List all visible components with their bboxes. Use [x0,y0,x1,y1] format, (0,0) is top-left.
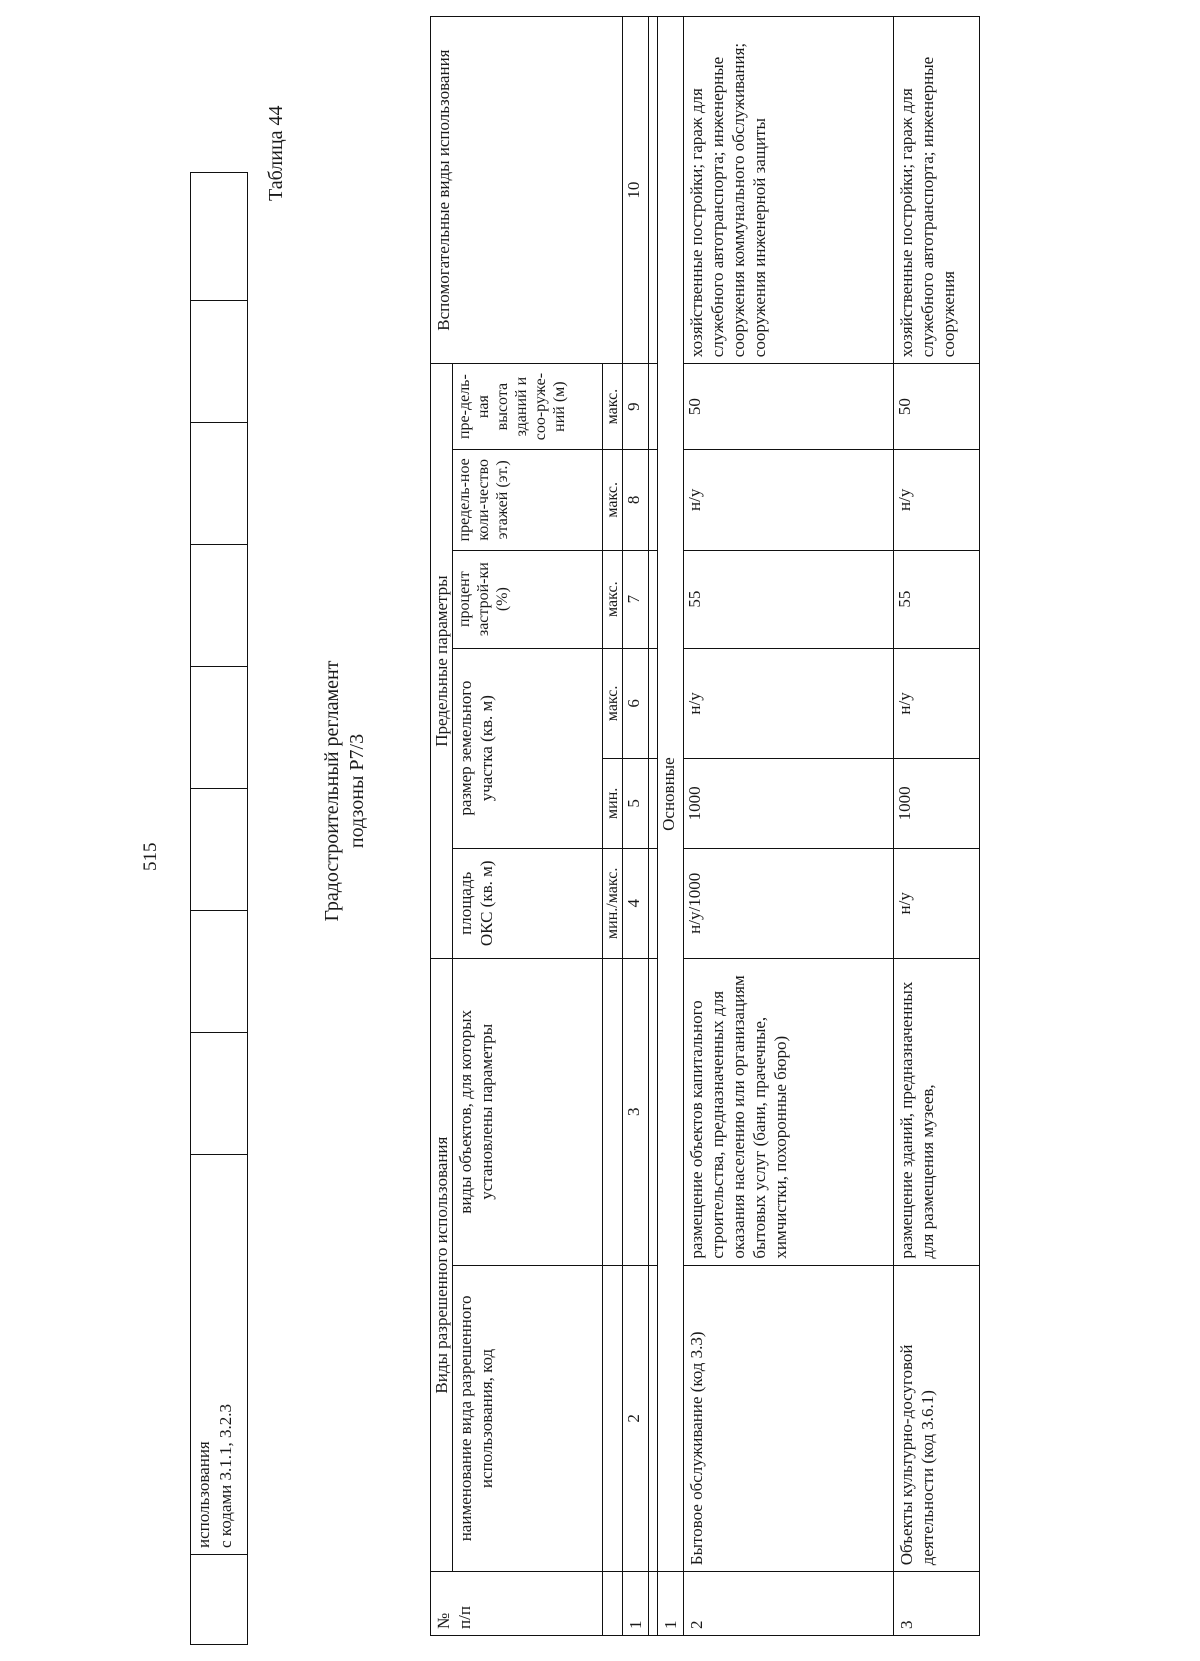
header-sub-min: мин. [603,759,623,849]
col-index: 3 [623,958,649,1265]
section-row [658,17,684,1636]
prev-line-2: с кодами 3.1.1, 3.2.3 [216,1403,235,1548]
col-index: 6 [623,648,649,758]
previous-table-fragment [190,172,248,1645]
spacer-cell [649,450,658,551]
header-sub-max: макс. [603,550,623,648]
row-num: 3 [894,1572,980,1636]
spacer-cell [649,759,658,849]
row-height: 50 [684,364,894,450]
col-index: 5 [623,759,649,849]
spacer-cell [649,958,658,1265]
prev-cell [191,173,248,301]
row-area-oks: н/у/1000 [684,848,894,958]
title-line-2: подзоны Р7/3 [346,733,368,849]
section-num: 1 [658,1572,684,1636]
prev-cell [191,301,248,423]
prev-cell-text [191,1155,248,1555]
col-index: 2 [623,1265,649,1572]
spacer-row [649,17,658,1636]
regulation-table [430,16,980,1636]
header-objects: виды объектов, для которых установлены параметры [453,958,603,1265]
row-aux: хозяйственные постройки; гараж для служебного автотранспорта; инженерные сооружения коммунального обслуживания; сооружения инженерной защиты [684,17,894,364]
prev-cell [191,1033,248,1155]
row-floors: н/у [684,450,894,551]
col-index: 1 [623,1572,649,1636]
row-height: 50 [894,364,980,450]
header-area-oks: площадь ОКС (кв. м) [453,848,603,958]
spacer-cell [649,1572,658,1636]
prev-cell [191,1555,248,1645]
row-build-pct: 55 [894,550,980,648]
previous-table-row [191,173,248,1645]
prev-cell [191,911,248,1033]
row-land-max: н/у [684,648,894,758]
spacer-cell [649,17,658,364]
section-label: Основные [658,17,684,1572]
header-sub-empty [603,1572,623,1636]
header-num [431,1572,603,1636]
col-index: 10 [623,17,649,364]
table-row [894,17,980,1636]
header-group-params: Предельные параметры [431,364,453,959]
header-sub-max: макс. [603,648,623,758]
spacer-cell [649,1265,658,1572]
header-build-pct: процент застрой-ки (%) [453,550,603,648]
header-num-symbol: № [434,1612,453,1629]
header-num-label: п/п [455,1606,474,1629]
row-objects: размещение зданий, предназначенных для размещения музеев, [894,958,980,1265]
spacer-cell [649,848,658,958]
header-sub-max: макс. [603,450,623,551]
row-name: Объекты культурно-досуговой деятельности (код 3.6.1) [894,1265,980,1572]
col-index: 9 [623,364,649,450]
row-area-oks: н/у [894,848,980,958]
prev-line-1: использования [194,1441,213,1548]
header-land-size: размер земельного участка (кв. м) [453,648,603,848]
row-objects: размещение объектов капитального строительства, предназначенных для оказания населению или организациям бытовых услуг (бани, прачечные, химчистки, похоронные бюро) [684,958,894,1265]
header-aux: Вспомогательные виды использования [431,17,623,364]
row-name: Бытовое обслуживание (код 3.3) [684,1265,894,1572]
header-height: пре-дель-ная высота зданий и соо-руже-ний (м) [453,364,603,450]
row-aux: хозяйственные постройки; гараж для служебного автотранспорта; инженерные сооружения [894,17,980,364]
column-index-row [623,17,649,1636]
row-num: 2 [684,1572,894,1636]
header-name: наименование вида разрешенного использования, код [453,1265,603,1572]
row-floors: н/у [894,450,980,551]
spacer-cell [649,550,658,648]
prev-cell [191,423,248,545]
col-index: 8 [623,450,649,551]
header-sub-minmax: мин./макс. [603,848,623,958]
row-land-min: 1000 [684,759,894,849]
col-index: 7 [623,550,649,648]
header-sub-max: макс. [603,364,623,450]
page-number: 515 [140,842,161,871]
header-sub-empty [603,1265,623,1572]
prev-cell [191,545,248,667]
header-sub-empty [603,958,623,1265]
spacer-cell [649,648,658,758]
row-build-pct: 55 [684,550,894,648]
header-row-1 [431,17,453,1636]
prev-cell [191,667,248,789]
header-group-vri: Виды разрешенного использования [431,958,453,1571]
row-land-max: н/у [894,648,980,758]
table-title [320,571,370,1011]
col-index: 4 [623,848,649,958]
table-row [684,17,894,1636]
table-number: Таблица 44 [265,105,287,201]
header-floors: предель-ное коли-чество этажей (эт.) [453,450,603,551]
row-land-min: 1000 [894,759,980,849]
spacer-cell [649,364,658,450]
title-line-1: Градостроительный регламент [321,660,343,922]
prev-cell [191,789,248,911]
